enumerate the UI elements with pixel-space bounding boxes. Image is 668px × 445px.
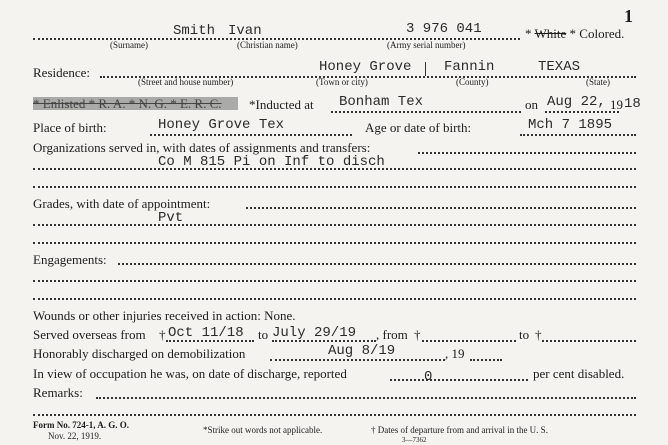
discharged-date-value: Aug 8/19 (328, 343, 396, 359)
residence-county-value: Fannin (444, 59, 495, 75)
overseas-from-value: Oct 11/18 (168, 325, 244, 341)
overseas-to-value: July 29/19 (272, 325, 357, 341)
residence-town-value: Honey Grove (319, 59, 412, 75)
grades-label: Grades, with date of appointment: (33, 196, 211, 211)
form-number: Form No. 724-1, A. G. O. (33, 420, 129, 430)
grades-line-1 (246, 207, 636, 209)
organizations-line-1 (418, 152, 636, 154)
organizations-value: Co M 815 Pi on Inf to disch (158, 154, 385, 170)
card-number: 1 (624, 6, 633, 26)
remarks-label: Remarks: (33, 385, 83, 400)
discharged-label: Honorably discharged on demobilization (33, 346, 246, 361)
overseas-dagger: † (159, 327, 166, 342)
disability-label: In view of occupation he was, on date of discharge, reported (33, 366, 347, 381)
print-code: 3—7362 (402, 436, 427, 444)
remarks-line-1 (96, 397, 636, 399)
race-white-struck: White (534, 26, 567, 41)
residence-state-value: TEXAS (538, 59, 581, 75)
inducted-year-prefix: 19 (610, 97, 623, 112)
place-of-birth-label: Place of birth: (33, 120, 107, 135)
discharged-year-line (470, 359, 502, 361)
overseas-dagger-2: † (414, 327, 421, 342)
christian-name-value: Ivan (228, 23, 262, 39)
race-colored: * Colored. (569, 26, 625, 41)
race-field: * White * Colored. (525, 26, 625, 41)
birth-date-line (520, 134, 636, 136)
inducted-year-value: 18 (624, 96, 641, 112)
inducted-date-line (545, 111, 619, 113)
organizations-label: Organizations served in, with dates of assignments and transfers: (33, 140, 371, 155)
engagements-line-3 (33, 298, 636, 300)
birth-date-value: Mch 7 1895 (528, 117, 613, 133)
overseas-from2-label: , from (376, 327, 408, 342)
overseas-from2-line (422, 340, 516, 342)
strike-out-note: *Strike out words not applicable. (203, 425, 323, 435)
disability-value: 0 (424, 369, 433, 385)
overseas-dagger-3: † (535, 327, 542, 342)
town-caption: (Town or city) (316, 77, 368, 87)
birth-date-label: Age or date of birth: (365, 120, 472, 135)
engagements-line-1 (118, 263, 636, 265)
inducted-label: *Inducted at (249, 97, 314, 112)
surname-caption: (Surname) (110, 40, 148, 50)
overseas-to2-line (542, 340, 636, 342)
served-overseas-label: Served overseas from (33, 327, 146, 342)
state-caption: (State) (586, 77, 610, 87)
organizations-line-2 (33, 168, 636, 170)
form-date: Nov. 22, 1919. (48, 431, 102, 441)
grades-line-2 (33, 224, 636, 226)
discharged-year-prefix: , 19 (445, 346, 465, 361)
remarks-line-2 (33, 414, 636, 416)
organizations-line-3 (33, 186, 636, 188)
county-caption: (County) (456, 77, 489, 87)
serial-number-value: 3 976 041 (406, 21, 482, 37)
dates-note: † Dates of departure from and arrival in the U. S. (371, 425, 548, 435)
overseas-to-label: to (258, 327, 269, 342)
wounds-label: Wounds or other injuries received in action: None. (33, 308, 296, 323)
surname-value: Smith (173, 23, 216, 39)
inducted-on-label: on (525, 97, 538, 112)
inducted-line (331, 111, 521, 113)
disability-line (390, 379, 528, 381)
serial-number-caption: (Army serial number) (387, 40, 466, 50)
place-of-birth-line (150, 134, 352, 136)
residence-divider (425, 62, 426, 76)
grades-value: Pvt (158, 210, 184, 226)
overseas-to2-label: to (519, 327, 530, 342)
inducted-date-value: Aug 22, (547, 94, 606, 110)
discharged-line (270, 359, 445, 361)
enlisted-struck: * Enlisted * R. A. * N. G. * E. R. C. (33, 96, 222, 111)
inducted-place-value: Bonham Tex (339, 94, 424, 110)
engagements-line-2 (33, 280, 636, 282)
engagements-label: Engagements: (33, 252, 107, 267)
disability-suffix: per cent disabled. (533, 366, 625, 381)
street-caption: (Street and house number) (138, 77, 234, 87)
christian-name-caption: (Christian name) (237, 40, 298, 50)
residence-label: Residence: (33, 65, 91, 80)
place-of-birth-value: Honey Grove Tex (158, 117, 285, 133)
grades-line-3 (33, 242, 636, 244)
